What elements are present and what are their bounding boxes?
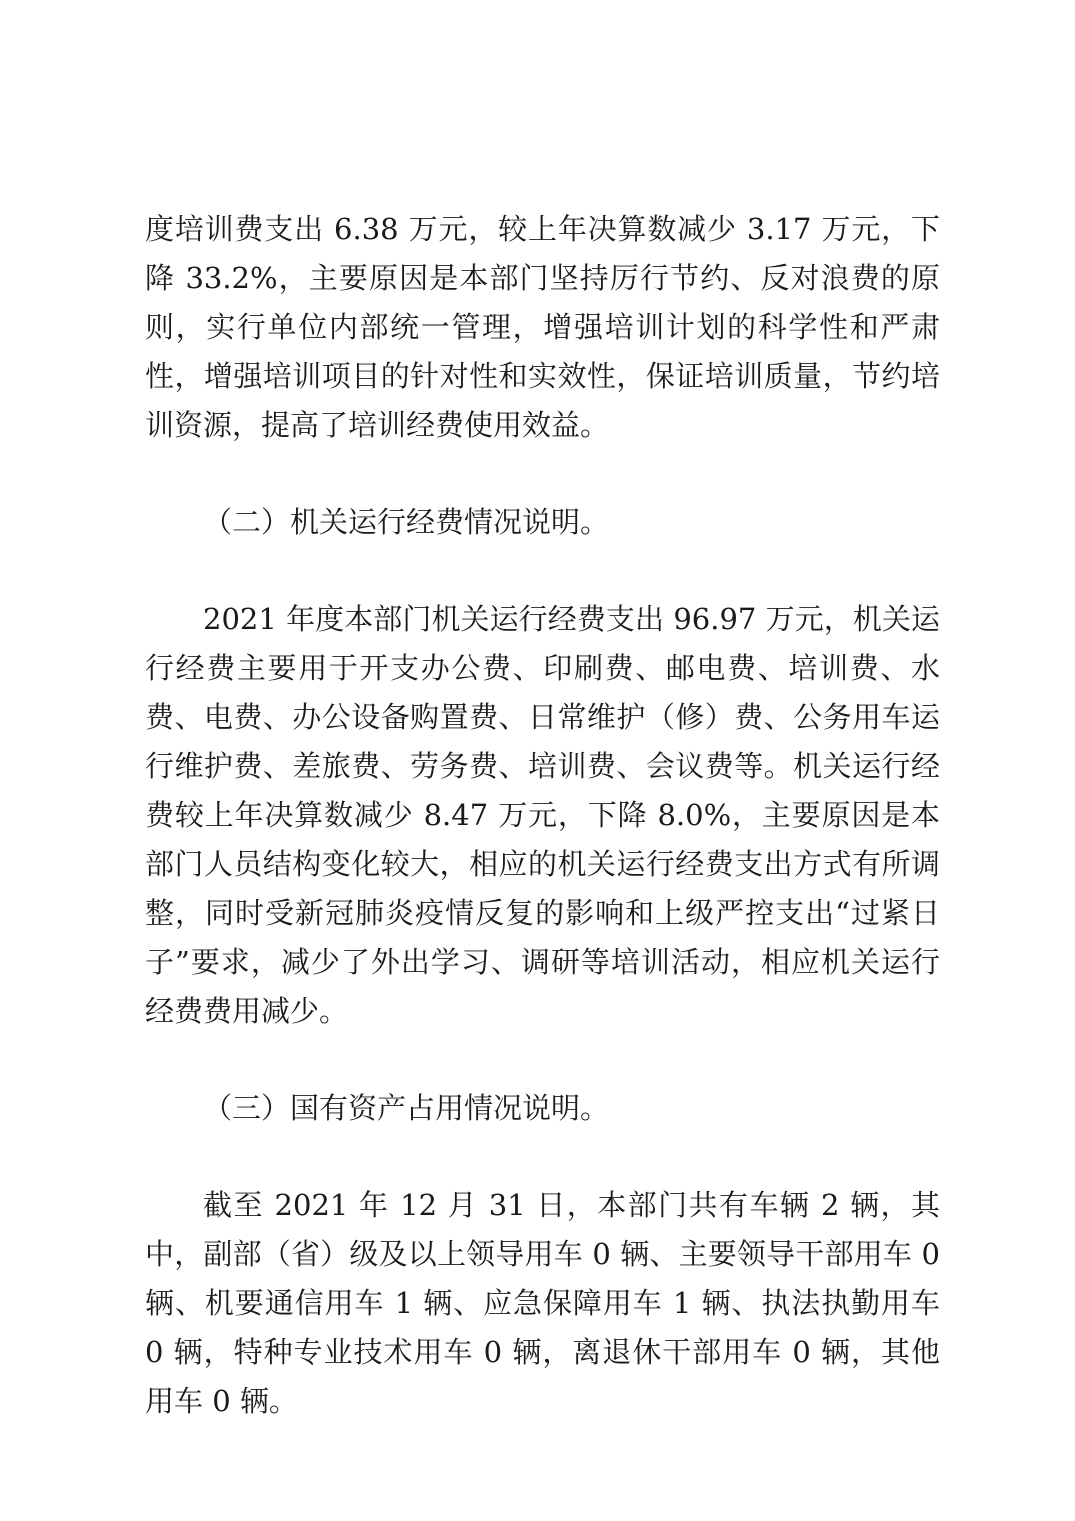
- paragraph-state-assets: 截至 2021 年 12 月 31 日，本部门共有车辆 2 辆，其中，副部（省）级及以上领导用车 0 辆、主要领导干部用车 0 辆、机要通信用车 1 辆、应急保障用车 1 辆、执法执勤用车 0 辆，特种专业技术用车 0 辆，离退休干部用车 0 辆，其他用车 0 辆。: [145, 1188, 940, 1418]
- document-body: [145, 205, 940, 1426]
- section-heading-operating-expenses: （二）机关运行经费情况说明。: [203, 505, 610, 539]
- paragraph-training-expenses: 度培训费支出 6.38 万元，较上年决算数减少 3.17 万元，下降 33.2%，主要原因是本部门坚持厉行节约、反对浪费的原则，实行单位内部统一管理，增强培训计划的科学性和严肃性，增强培训项目的针对性和实效性，保证培训质量，节约培训资源，提高了培训经费使用效益。: [145, 212, 940, 442]
- section-heading-state-assets: （三）国有资产占用情况说明。: [203, 1091, 610, 1125]
- paragraph-operating-expenses: 2021 年度本部门机关运行经费支出 96.97 万元，机关运行经费主要用于开支办公费、印刷费、邮电费、培训费、水费、电费、办公设备购置费、日常维护（修）费、公务用车运行维护费、差旅费、劳务费、培训费、会议费等。机关运行经费较上年决算数减少 8.47 万元，下降 8.0%，主要原因是本部门人员结构变化较大，相应的机关运行经费支出方式有所调整，同时受新冠肺炎疫情反复的影响和上级严控支出“过紧日子”要求，减少了外出学习、调研等培训活动，相应机关运行经费费用减少。: [145, 602, 940, 1028]
